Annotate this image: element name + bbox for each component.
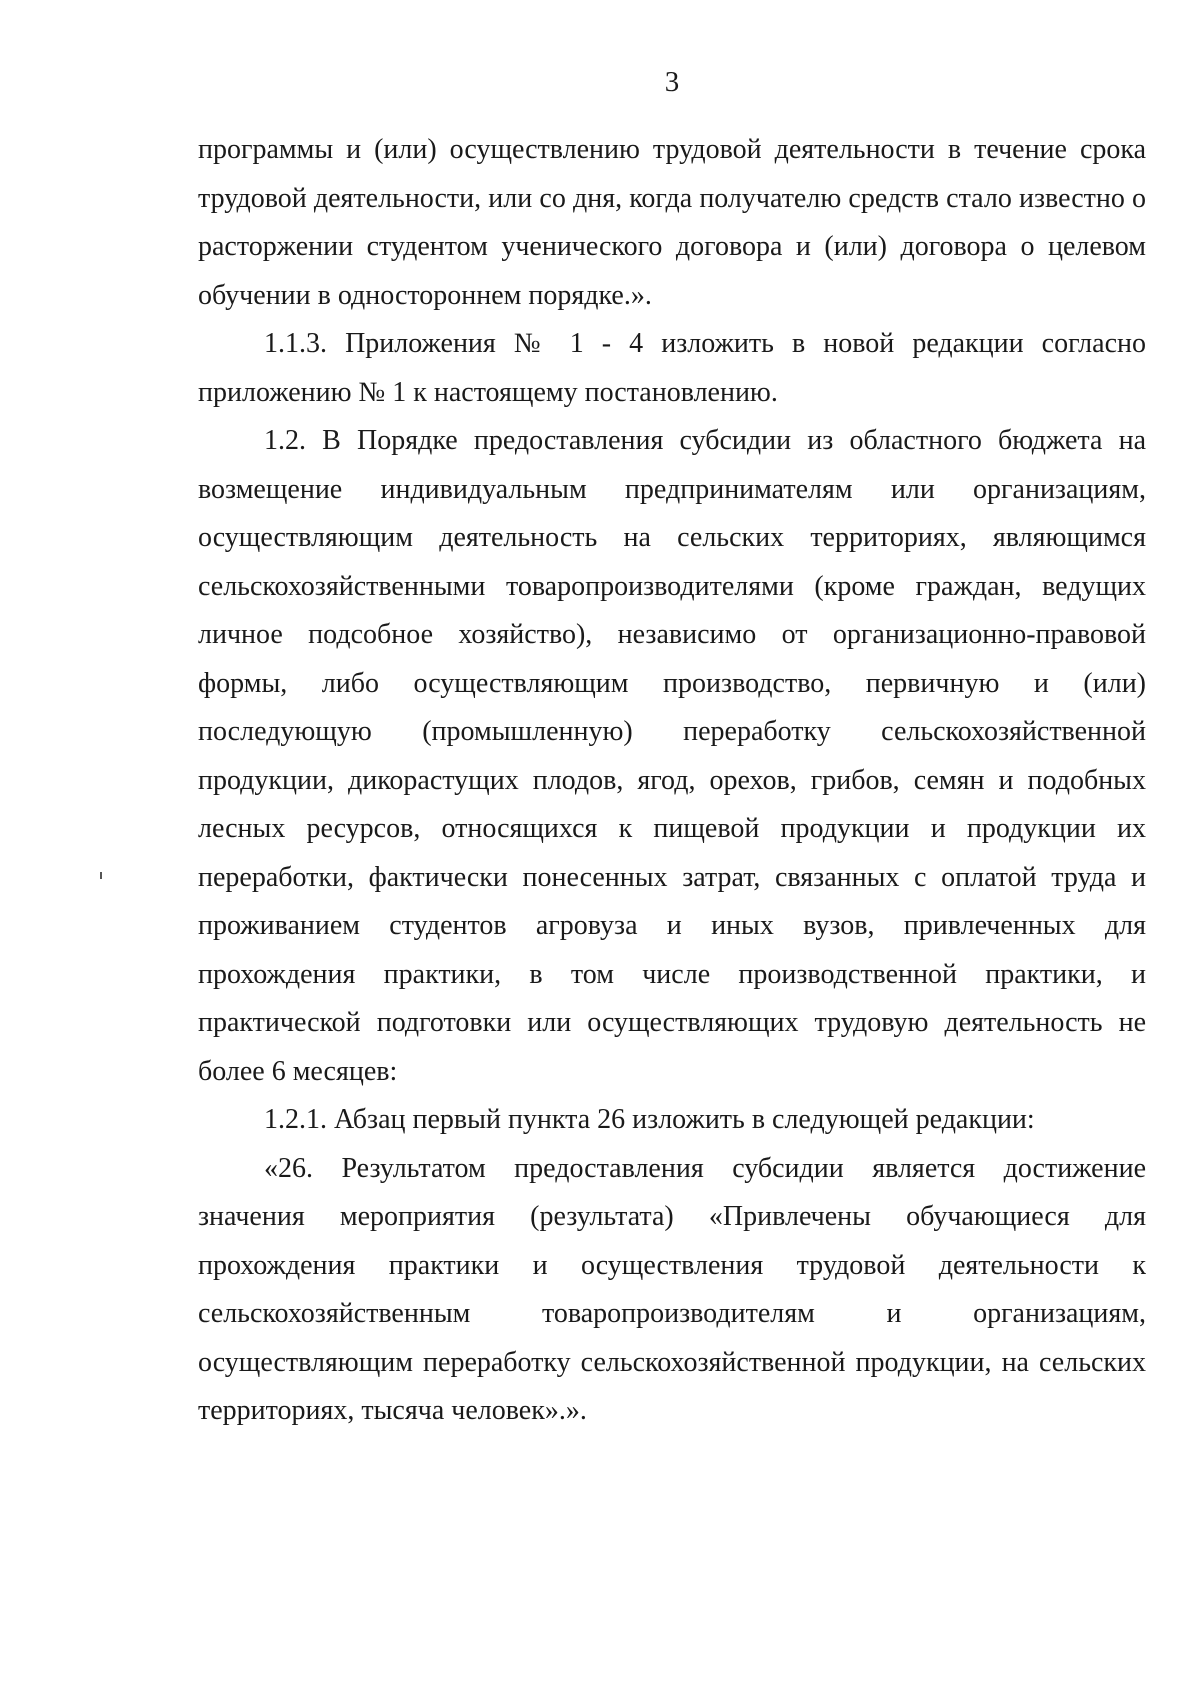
paragraph-26-quote: «26. Результатом предоставления субсидии является достижение значения мероприятия (результата) «Привлечены обучающиеся для прохождения практики и осуществления трудовой деятельности к сельскохозяйственным товаропроизводителям и организациям, осуществляющим переработку сельскохозяйственной продукции, на сельских территориях, тысяча человек».». bbox=[198, 1152, 1146, 1426]
paragraph-1-2: 1.2. В Порядке предоставления субсидии из областного бюджета на возмещение индивидуальным предпринимателям или организациям, осуществляющим деятельность на сельских территориях, являющимся сельскохозяйственными товаропроизводителями (кроме граждан, ведущих личное подсобное хозяйство), независимо от организационно-правовой формы, либо осуществляющим производство, первичную и (или) последующую (промышленную) переработку сельскохозяйственной продукции, дикорастущих плодов, ягод, орехов, грибов, семян и подобных лесных ресурсов, относящихся к пищевой продукции и продукции их переработки, фактически понесенных затрат, связанных с оплатой труда и проживанием студентов агровуза и иных вузов, привлеченных для прохождения практики, в том числе производственной практики, и практической подготовки или осуществляющих трудовую деятельность не более 6 месяцев: bbox=[198, 425, 1146, 1087]
scan-artifact-mark bbox=[100, 872, 102, 879]
paragraph-1-1-3: 1.1.3. Приложения № 1 - 4 изложить в новой редакции согласно приложению № 1 к настоящему постановлению. bbox=[198, 328, 1146, 408]
paragraph-continuation: программы и (или) осуществлению трудовой деятельности в течение срока трудовой деятельности, или со дня, когда получателю средств стало известно о расторжении студентом ученического договора и (или) договора о целевом обучении в одностороннем порядке.». bbox=[198, 134, 1146, 311]
paragraph-1-2-1: 1.2.1. Абзац первый пункта 26 изложить в следующей редакции: bbox=[264, 1104, 1035, 1135]
page-number: 3 bbox=[664, 66, 680, 98]
document-body bbox=[198, 126, 1146, 1436]
